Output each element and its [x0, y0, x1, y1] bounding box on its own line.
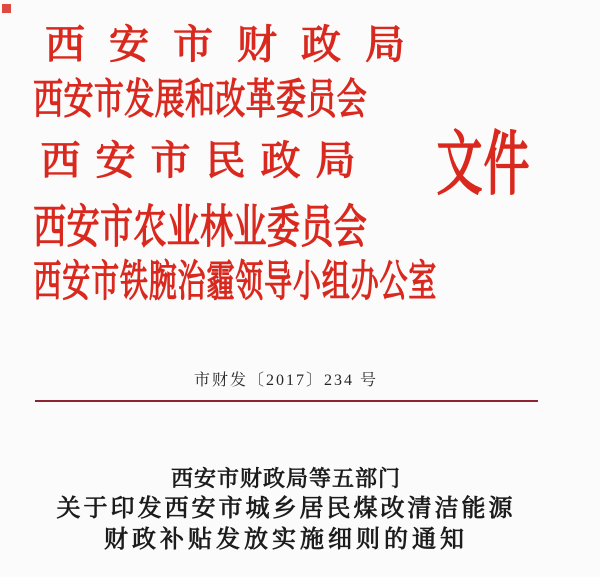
agency-char: 业 — [233, 203, 267, 254]
agency-char: 安 — [66, 203, 100, 254]
agency-char: 西 — [33, 77, 64, 124]
document-type-label — [436, 125, 530, 203]
title-line-1: 西安市财政局等五部门 — [170, 466, 401, 491]
red-separator-line — [35, 400, 538, 402]
agency-name-haze-control-leading-group-office — [33, 258, 437, 307]
agency-char: 组 — [321, 258, 350, 307]
agency-char: 和 — [184, 77, 215, 124]
title-line-2: 关于印发西安市城乡居民煤改清洁能源 — [56, 496, 516, 522]
agency-char: 文 — [436, 125, 483, 203]
agency-char: 林 — [200, 203, 234, 254]
agency-char: 室 — [408, 258, 437, 307]
agency-char: 安 — [95, 138, 136, 183]
agency-char: 市 — [150, 138, 191, 183]
agency-char: 西 — [45, 22, 85, 67]
title-line-3: 财政补贴发放实施细则的通知 — [104, 527, 468, 553]
agency-char: 革 — [245, 77, 276, 124]
agency-char: 会 — [336, 77, 367, 124]
agency-char: 公 — [379, 258, 408, 307]
agency-char: 民 — [205, 138, 246, 183]
agency-name-development-reform-commission — [33, 77, 367, 124]
agency-char: 西 — [40, 138, 81, 183]
agency-char: 安 — [109, 22, 149, 67]
agency-char: 展 — [154, 77, 185, 124]
agency-char: 农 — [133, 203, 167, 254]
agency-char: 发 — [124, 77, 155, 124]
agency-name-agriculture-forestry-committee — [33, 203, 367, 254]
agency-char: 财 — [237, 22, 277, 67]
agency-char: 件 — [483, 125, 530, 203]
agency-name-finance-bureau — [33, 22, 417, 67]
agency-char: 委 — [266, 203, 300, 254]
agency-char: 员 — [300, 203, 334, 254]
agency-char: 小 — [293, 258, 322, 307]
agency-char: 市 — [91, 258, 120, 307]
agency-char: 领 — [235, 258, 264, 307]
scan-artifact-mark — [2, 4, 11, 13]
agency-char: 治 — [177, 258, 206, 307]
agency-char: 西 — [33, 258, 62, 307]
agency-char: 市 — [99, 203, 133, 254]
agency-char: 铁 — [119, 258, 148, 307]
agency-char: 改 — [215, 77, 246, 124]
agency-char: 员 — [306, 77, 337, 124]
agency-char: 业 — [166, 203, 200, 254]
agency-char: 办 — [350, 258, 379, 307]
document-number: 市财发〔2017〕234 号 — [193, 372, 378, 389]
agency-char: 市 — [93, 77, 124, 124]
agency-char: 安 — [63, 77, 94, 124]
agency-char: 导 — [264, 258, 293, 307]
agency-char: 霾 — [206, 258, 235, 307]
agency-char: 委 — [276, 77, 307, 124]
agency-char: 西 — [33, 203, 67, 254]
agency-char: 局 — [315, 138, 356, 183]
agency-char: 会 — [333, 203, 367, 254]
agency-char: 安 — [62, 258, 91, 307]
agency-char: 市 — [173, 22, 213, 67]
agency-char: 腕 — [148, 258, 177, 307]
agency-char: 政 — [301, 22, 341, 67]
document-title — [0, 464, 572, 556]
agency-name-civil-affairs-bureau — [33, 138, 363, 183]
agency-char: 局 — [365, 22, 405, 67]
agency-char: 政 — [260, 138, 301, 183]
